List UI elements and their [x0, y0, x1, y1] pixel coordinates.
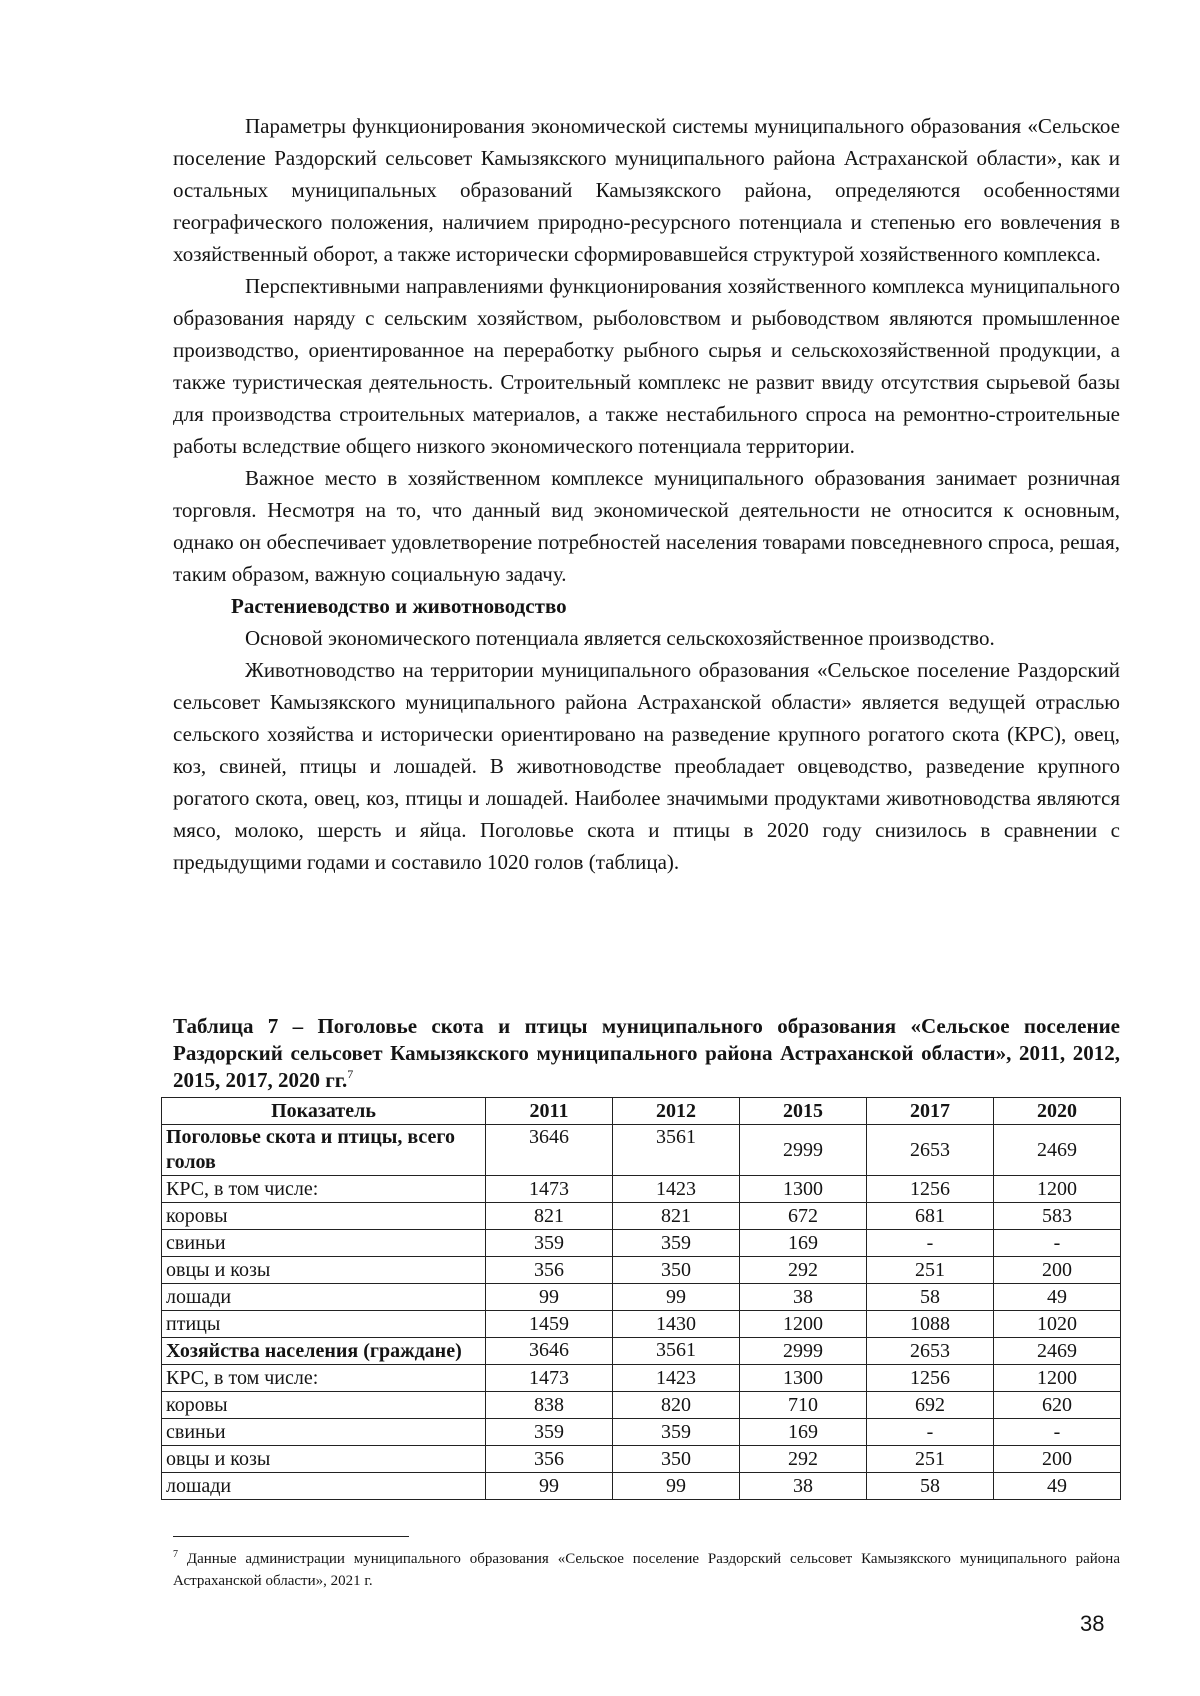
- section-heading: Растениеводство и животноводство: [231, 594, 567, 618]
- row-label: Хозяйства населения (граждане): [162, 1338, 486, 1365]
- value-cell: 359: [613, 1230, 740, 1257]
- header-cell: 2011: [486, 1098, 613, 1125]
- value-cell: 350: [613, 1446, 740, 1473]
- value-cell: 99: [486, 1473, 613, 1500]
- value-cell: 350: [613, 1257, 740, 1284]
- livestock-table: [161, 1097, 1121, 1500]
- value-cell: 169: [740, 1230, 867, 1257]
- value-cell: 3561: [613, 1125, 740, 1176]
- value-cell: 838: [486, 1392, 613, 1419]
- header-cell: 2017: [867, 1098, 994, 1125]
- value-cell: 1200: [994, 1365, 1121, 1392]
- value-cell: 1430: [613, 1311, 740, 1338]
- value-cell: 292: [740, 1257, 867, 1284]
- value-cell: 820: [613, 1392, 740, 1419]
- value-cell: 1256: [867, 1365, 994, 1392]
- value-cell: 1423: [613, 1365, 740, 1392]
- page-number: 38: [1080, 1611, 1105, 1636]
- row-label: свиньи: [162, 1230, 486, 1257]
- row-label: лошади: [162, 1473, 486, 1500]
- table-row: [162, 1311, 1121, 1338]
- row-label: овцы и козы: [162, 1257, 486, 1284]
- paragraph-prospective-directions: Перспективными направлениями функционирования хозяйственного комплекса муниципального образования наряду с сельским хозяйством, рыболовством и рыбоводством являются промышленное производство, ориентированное на переработку рыбного сырья и сельскохозяйственной продукции, а также туристическая деятельность. Строительный комплекс не развит ввиду отсутствия сырьевой базы для производства строительных материалов, а также нестабильного спроса на ремонтно-строительные работы вследствие общего низкого экономического потенциала территории.: [173, 274, 1120, 458]
- table-row: [162, 1176, 1121, 1203]
- value-cell: 169: [740, 1419, 867, 1446]
- table-row: [162, 1203, 1121, 1230]
- table-row: [162, 1392, 1121, 1419]
- value-cell: 1473: [486, 1365, 613, 1392]
- table-row: [162, 1230, 1121, 1257]
- value-cell: 1300: [740, 1365, 867, 1392]
- value-cell: 1473: [486, 1176, 613, 1203]
- row-label: КРС, в том числе:: [162, 1176, 486, 1203]
- header-cell: Показатель: [162, 1098, 486, 1125]
- table-row: [162, 1125, 1121, 1176]
- value-cell: 821: [486, 1203, 613, 1230]
- table-caption: [173, 1013, 1120, 1094]
- table-header-row: [162, 1098, 1121, 1125]
- value-cell: 58: [867, 1284, 994, 1311]
- value-cell: 49: [994, 1473, 1121, 1500]
- value-cell: 292: [740, 1446, 867, 1473]
- value-cell: 251: [867, 1446, 994, 1473]
- table-row: [162, 1473, 1121, 1500]
- footnote-number: 7: [173, 1549, 178, 1560]
- value-cell: 1200: [740, 1311, 867, 1338]
- value-cell: 2653: [867, 1125, 994, 1176]
- row-label: КРС, в том числе:: [162, 1365, 486, 1392]
- row-label: лошади: [162, 1284, 486, 1311]
- value-cell: 99: [613, 1473, 740, 1500]
- value-cell: -: [994, 1419, 1121, 1446]
- value-cell: 356: [486, 1446, 613, 1473]
- body-text: [173, 110, 1120, 878]
- table-row: [162, 1446, 1121, 1473]
- footnote: [173, 1548, 1120, 1592]
- value-cell: 2653: [867, 1338, 994, 1365]
- value-cell: 2999: [740, 1125, 867, 1176]
- table-row: [162, 1365, 1121, 1392]
- paragraph-agriculture-basis: Основой экономического потенциала является сельскохозяйственное производство.: [245, 626, 995, 650]
- value-cell: 692: [867, 1392, 994, 1419]
- value-cell: 38: [740, 1473, 867, 1500]
- value-cell: 710: [740, 1392, 867, 1419]
- value-cell: 1300: [740, 1176, 867, 1203]
- value-cell: 99: [613, 1284, 740, 1311]
- footnote-reference: 7: [347, 1067, 354, 1081]
- row-label: Поголовье скота и птицы, всего голов: [162, 1125, 486, 1176]
- header-cell: 2015: [740, 1098, 867, 1125]
- paragraph-retail-trade: Важное место в хозяйственном комплексе муниципального образования занимает розничная торговля. Несмотря на то, что данный вид экономической деятельности не относится к основным, однако он обеспечивает удовлетворение потребностей населения товарами повседневного спроса, решая, таким образом, важную социальную задачу.: [173, 466, 1120, 586]
- row-label: коровы: [162, 1203, 486, 1230]
- value-cell: 356: [486, 1257, 613, 1284]
- value-cell: 620: [994, 1392, 1121, 1419]
- value-cell: 1256: [867, 1176, 994, 1203]
- value-cell: 251: [867, 1257, 994, 1284]
- value-cell: 38: [740, 1284, 867, 1311]
- footnote-text: Данные администрации муниципального образования «Сельское поселение Раздорский сельсовет Камызякского муниципального района Астраханской области», 2021 г.: [173, 1551, 1120, 1589]
- value-cell: 58: [867, 1473, 994, 1500]
- table-row: [162, 1284, 1121, 1311]
- table-row: [162, 1257, 1121, 1284]
- value-cell: -: [867, 1419, 994, 1446]
- header-cell: 2012: [613, 1098, 740, 1125]
- footnote-separator: [173, 1536, 409, 1537]
- value-cell: 821: [613, 1203, 740, 1230]
- row-label: птицы: [162, 1311, 486, 1338]
- value-cell: 3646: [486, 1125, 613, 1176]
- value-cell: 1088: [867, 1311, 994, 1338]
- table-body: [162, 1125, 1121, 1500]
- table-row: [162, 1338, 1121, 1365]
- table-caption-text: Таблица 7 – Поголовье скота и птицы муниципального образования «Сельское поселение Раздорский сельсовет Камызякского муниципального района Астраханской области», 2011, 2012, 2015, 2017, 2020 гг.: [173, 1014, 1120, 1092]
- paragraph-livestock: Животноводство на территории муниципального образования «Сельское поселение Раздорский сельсовет Камызякского муниципального района Астраханской области» является ведущей отраслью сельского хозяйства и исторически ориентировано на разведение крупного рогатого скота (КРС), овец, коз, свиней, птицы и лошадей. В животноводстве преобладает овцеводство, разведение крупного рогатого скота, овец, коз, птицы и лошадей. Наиболее значимыми продуктами животноводства являются мясо, молоко, шерсть и яйца. Поголовье скота и птицы в 2020 году снизилось в сравнении с предыдущими годами и составило 1020 голов (таблица).: [173, 658, 1120, 874]
- value-cell: 3646: [486, 1338, 613, 1365]
- value-cell: 359: [486, 1419, 613, 1446]
- value-cell: 2469: [994, 1338, 1121, 1365]
- value-cell: 681: [867, 1203, 994, 1230]
- value-cell: 672: [740, 1203, 867, 1230]
- row-label: овцы и козы: [162, 1446, 486, 1473]
- value-cell: 49: [994, 1284, 1121, 1311]
- value-cell: 1020: [994, 1311, 1121, 1338]
- table-row: [162, 1419, 1121, 1446]
- value-cell: 200: [994, 1446, 1121, 1473]
- value-cell: 359: [486, 1230, 613, 1257]
- value-cell: -: [867, 1230, 994, 1257]
- value-cell: 1200: [994, 1176, 1121, 1203]
- value-cell: 1459: [486, 1311, 613, 1338]
- value-cell: 200: [994, 1257, 1121, 1284]
- value-cell: 3561: [613, 1338, 740, 1365]
- value-cell: 583: [994, 1203, 1121, 1230]
- value-cell: 2469: [994, 1125, 1121, 1176]
- value-cell: 2999: [740, 1338, 867, 1365]
- row-label: коровы: [162, 1392, 486, 1419]
- header-cell: 2020: [994, 1098, 1121, 1125]
- value-cell: 99: [486, 1284, 613, 1311]
- value-cell: -: [994, 1230, 1121, 1257]
- row-label: свиньи: [162, 1419, 486, 1446]
- value-cell: 1423: [613, 1176, 740, 1203]
- paragraph-economic-parameters: Параметры функционирования экономической системы муниципального образования «Сельское поселение Раздорский сельсовет Камызякского муниципального района Астраханской области», как и остальных муниципальных образований Камызякского района, определяются особенностями географического положения, наличием природно-ресурсного потенциала и степенью его вовлечения в хозяйственный оборот, а также исторически сформировавшейся структурой хозяйственного комплекса.: [173, 114, 1120, 266]
- value-cell: 359: [613, 1419, 740, 1446]
